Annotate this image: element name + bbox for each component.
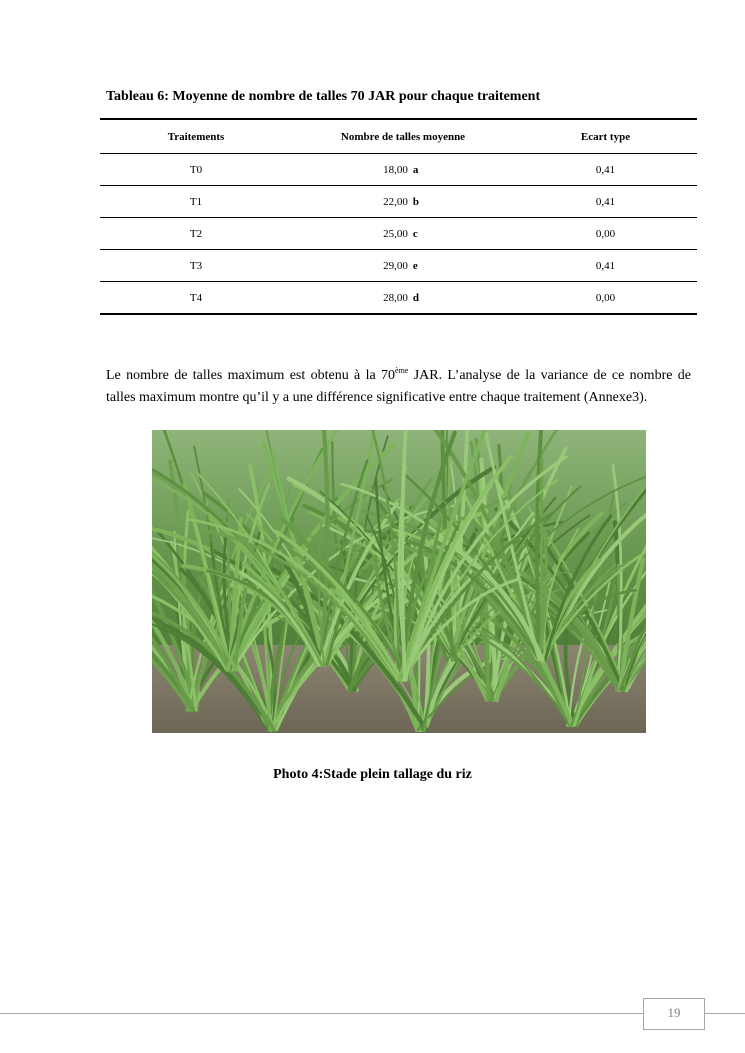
body-paragraph (106, 365, 691, 409)
cell-treatment: T2 (100, 218, 292, 250)
rice-plants-illustration (152, 430, 646, 733)
table-caption: Tableau 6: Moyenne de nombre de talles 70 JAR pour chaque traitement (106, 89, 541, 104)
cell-sd: 0,00 (514, 282, 697, 315)
cell-sd: 0,41 (514, 154, 697, 186)
cell-mean (292, 186, 514, 218)
rice-field-photo (152, 430, 646, 733)
group-letter: e (412, 259, 418, 272)
mean-value: 18,00 (383, 163, 408, 176)
superscript-eme: ème (395, 366, 409, 375)
header-std-dev: Ecart type (514, 119, 697, 154)
header-treatments: Traitements (100, 119, 292, 154)
table-row (100, 154, 697, 186)
cell-treatment: T4 (100, 282, 292, 315)
mean-value: 29,00 (383, 259, 408, 272)
group-letter: b (412, 195, 419, 208)
table-header-row (100, 119, 697, 154)
cell-treatment: T1 (100, 186, 292, 218)
paragraph-text-end: JAR. L’analyse de la variance de ce nombre de talles maximum montre qu’il y a une différence significative entre chaque traitement (Annexe3). (106, 368, 691, 405)
cell-mean (292, 154, 514, 186)
table-row (100, 186, 697, 218)
mean-value: 25,00 (383, 227, 408, 240)
header-mean-tillers: Nombre de talles moyenne (292, 119, 514, 154)
table-row (100, 218, 697, 250)
cell-sd: 0,00 (514, 218, 697, 250)
cell-mean (292, 218, 514, 250)
mean-value: 28,00 (383, 291, 408, 304)
group-letter: d (412, 291, 419, 304)
table-row (100, 250, 697, 282)
group-letter: a (412, 163, 419, 176)
group-letter: c (412, 227, 418, 240)
cell-treatment: T3 (100, 250, 292, 282)
cell-sd: 0,41 (514, 186, 697, 218)
cell-mean (292, 250, 514, 282)
data-table (100, 118, 697, 315)
page-number: 19 (667, 1005, 681, 1020)
mean-value: 22,00 (383, 195, 408, 208)
table-row (100, 282, 697, 315)
footer-divider (0, 1013, 745, 1014)
cell-treatment: T0 (100, 154, 292, 186)
photo-caption: Photo 4:Stade plein tallage du riz (273, 767, 472, 782)
cell-mean (292, 282, 514, 315)
paragraph-text-start: Le nombre de talles maximum est obtenu à la 70 (106, 368, 396, 383)
cell-sd: 0,41 (514, 250, 697, 282)
